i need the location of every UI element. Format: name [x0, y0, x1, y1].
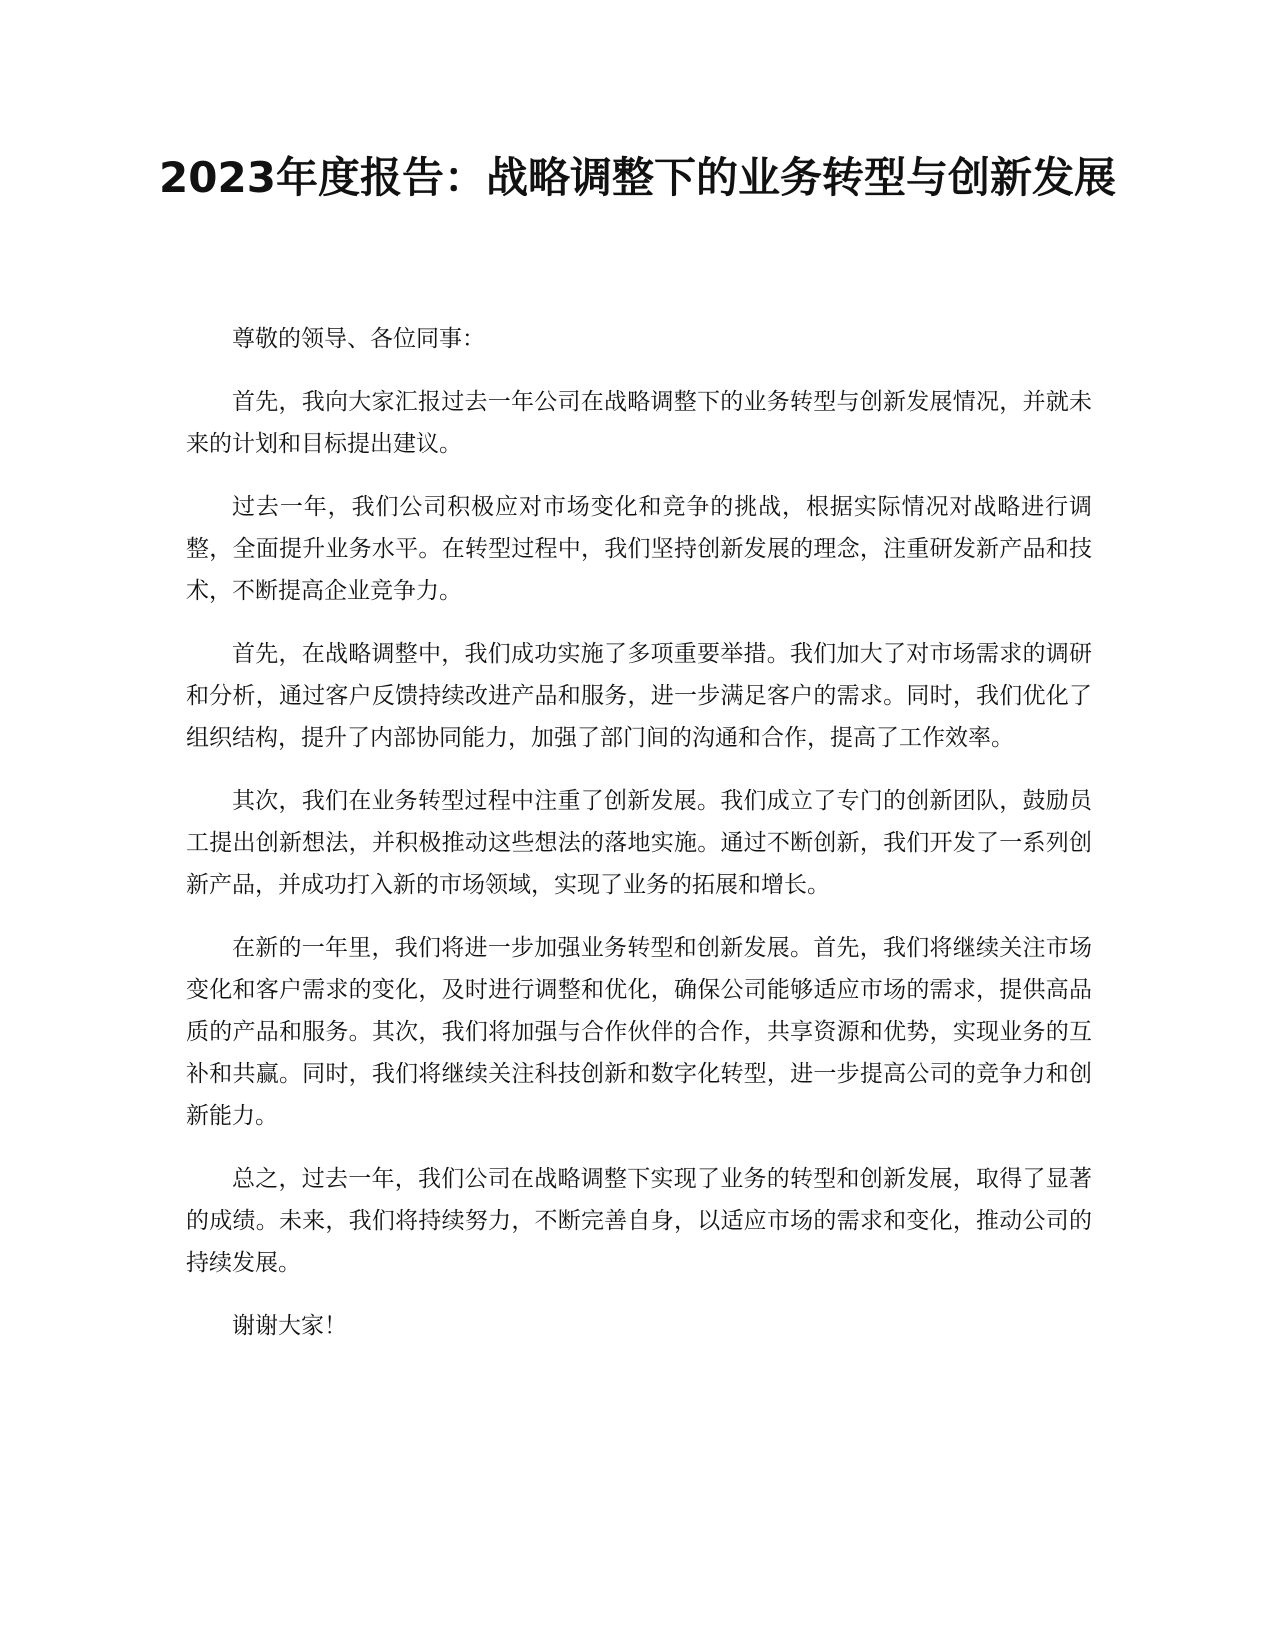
paragraph-intro: 首先，我向大家汇报过去一年公司在战略调整下的业务转型与创新发展情况，并就未来的计划和目标提出建议。	[186, 389, 1092, 457]
document-body	[186, 318, 1092, 1368]
salutation: 尊敬的领导、各位同事：	[232, 326, 485, 352]
paragraph-innovation: 其次，我们在业务转型过程中注重了创新发展。我们成立了专门的创新团队，鼓励员工提出创新想法，并积极推动这些想法的落地实施。通过不断创新，我们开发了一系列创新产品，并成功打入新的市场领域，实现了业务的拓展和增长。	[186, 788, 1092, 898]
document-title: 2023年度报告：战略调整下的业务转型与创新发展	[159, 153, 1116, 202]
paragraph-plan: 在新的一年里，我们将进一步加强业务转型和创新发展。首先，我们将继续关注市场变化和客户需求的变化，及时进行调整和优化，确保公司能够适应市场的需求，提供高品质的产品和服务。其次，我们将加强与合作伙伴的合作，共享资源和优势，实现业务的互补和共赢。同时，我们将继续关注科技创新和数字化转型，进一步提高公司的竞争力和创新能力。	[186, 935, 1092, 1129]
closing: 谢谢大家！	[232, 1313, 347, 1339]
paragraph-overview: 过去一年，我们公司积极应对市场变化和竞争的挑战，根据实际情况对战略进行调整，全面提升业务水平。在转型过程中，我们坚持创新发展的理念，注重研发新产品和技术，不断提高企业竞争力。	[186, 494, 1092, 604]
paragraph-summary: 总之，过去一年，我们公司在战略调整下实现了业务的转型和创新发展，取得了显著的成绩。未来，我们将持续努力，不断完善自身，以适应市场的需求和变化，推动公司的持续发展。	[186, 1166, 1092, 1276]
paragraph-strategy: 首先，在战略调整中，我们成功实施了多项重要举措。我们加大了对市场需求的调研和分析，通过客户反馈持续改进产品和服务，进一步满足客户的需求。同时，我们优化了组织结构，提升了内部协同能力，加强了部门间的沟通和合作，提高了工作效率。	[186, 641, 1092, 751]
